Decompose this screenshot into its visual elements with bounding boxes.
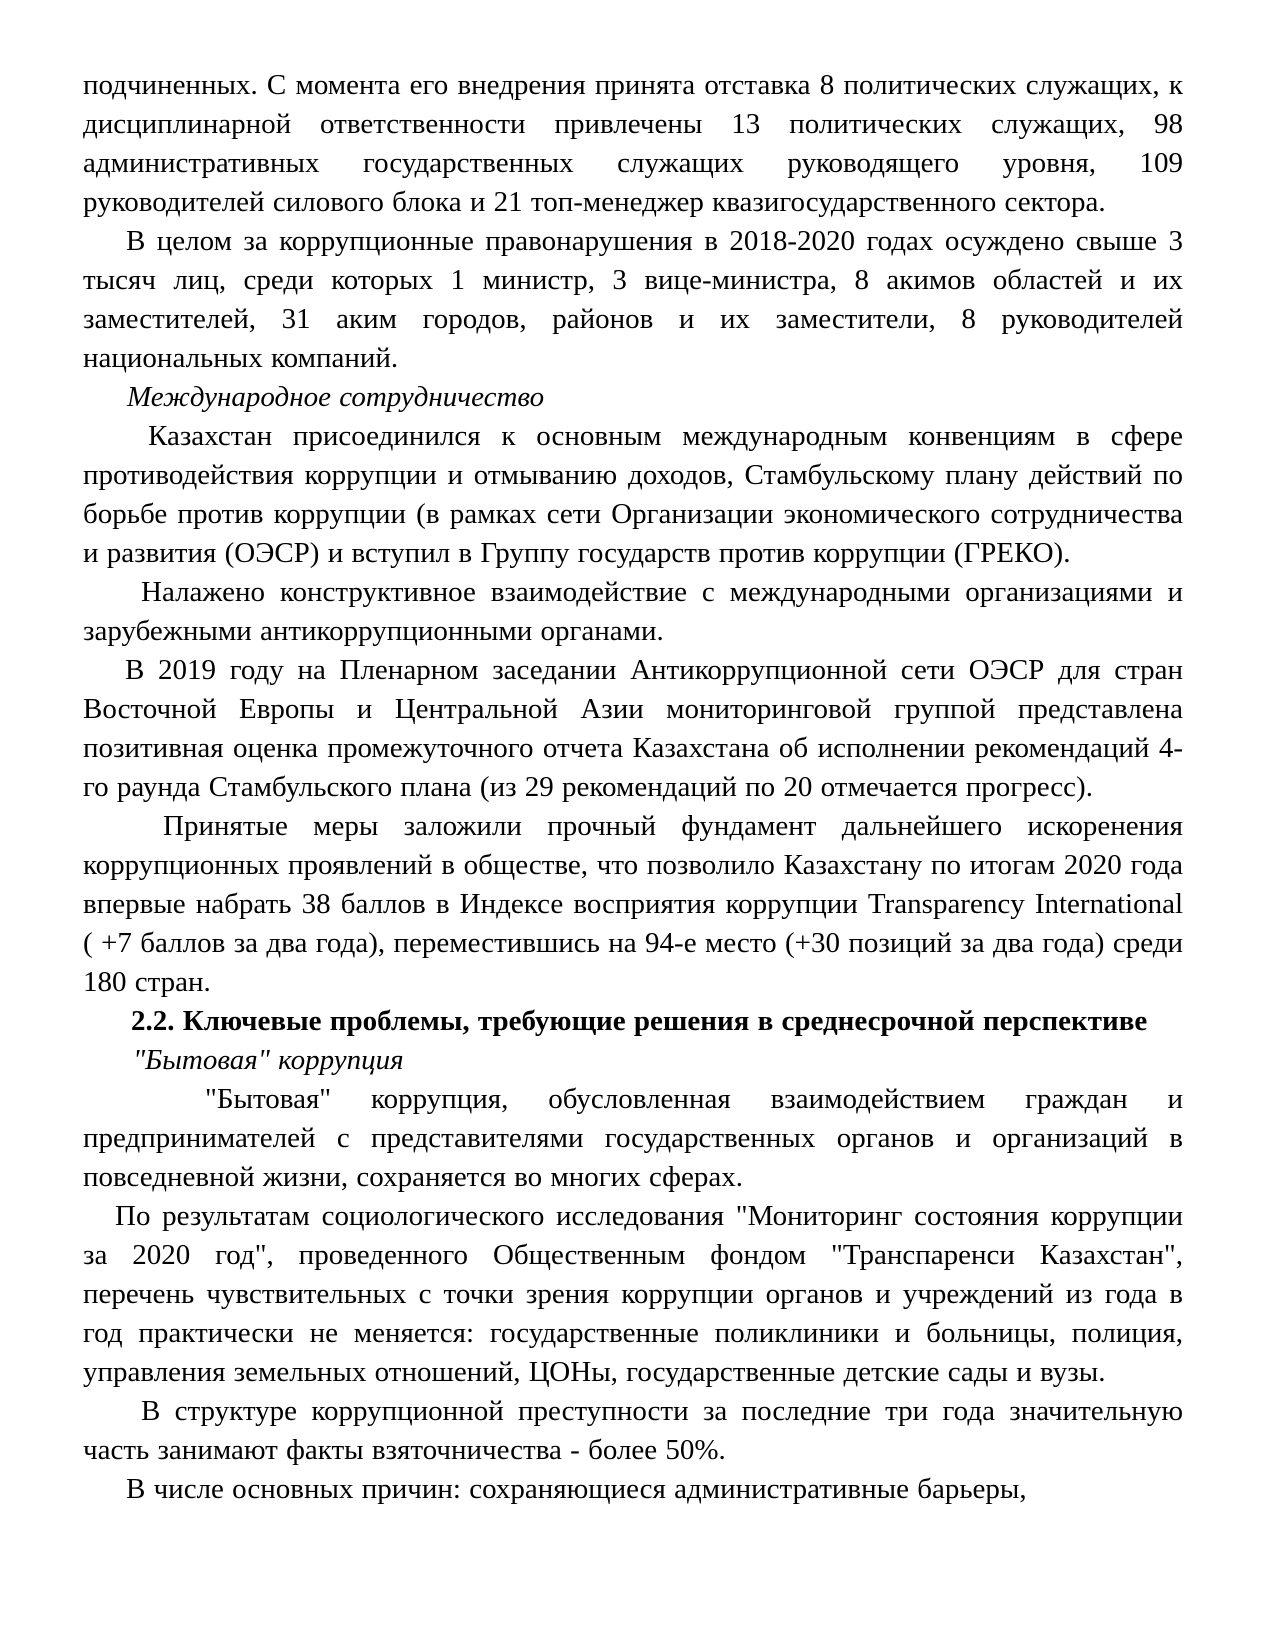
paragraph: В структуре коррупционной преступности за последние три года значительную часть занимают факты взяточничества - более 50%. [83, 1395, 1183, 1466]
paragraph: В 2019 году на Пленарном заседании Антикоррупционной сети ОЭСР для стран Восточной Европы и Центральной Азии мониторинговой группой представлена позитивная оценка промежуточного отчета Казахстана об исполнении рекомендаций 4-го раунда Стамбульского плана (из 29 рекомендаций по 20 отмечается прогресс). [83, 654, 1183, 803]
paragraph: По результатам социологического исследования "Мониторинг состояния коррупции за 2020 год", проведенного Общественным фондом "Транспаренси Казахстан", перечень чувствительных с точки зрения коррупции органов и учреждений из года в год практически не меняется: государственные поликлиники и больницы, полиция, управления земельных отношений, ЦОНы, государственные детские сады и вузы. [83, 1200, 1183, 1388]
paragraph: Казахстан присоединился к основным международным конвенциям в сфере противодействия коррупции и отмыванию доходов, Стамбульскому плану действий по борьбе против коррупции (в рамках сети Организации экономического сотрудничества и развития (ОЭСР) и вступил в Группу государств против коррупции (ГРЕКО). [83, 420, 1183, 569]
paragraph: В числе основных причин: сохраняющиеся административные барьеры, [126, 1473, 1027, 1505]
subsection-heading: Международное сотрудничество [127, 381, 545, 413]
paragraph: Налажено конструктивное взаимодействие с международными организациями и зарубежными антикоррупционными органами. [83, 576, 1183, 647]
paragraph: "Бытовая" коррупция, обусловленная взаимодействием граждан и предпринимателей с представителями государственных органов и организаций в повседневной жизни, сохраняется во многих сферах. [83, 1083, 1183, 1193]
paragraph: Принятые меры заложили прочный фундамент дальнейшего искоренения коррупционных проявлений в обществе, что позволило Казахстану по итогам 2020 года впервые набрать 38 баллов в Индексе восприятия коррупции Transparency International ( +7 баллов за два года), переместившись на 94-е место (+30 позиций за два года) среди 180 стран. [83, 810, 1183, 998]
paragraph: подчиненных. С момента его внедрения принята отставка 8 политических служащих, к дисциплинарной ответственности привлечены 13 политических служащих, 98 административных государственных служащих руководящего уровня, 109 руководителей силового блока и 21 топ-менеджер квазигосударственного сектора. [83, 69, 1183, 218]
paragraph: В целом за коррупционные правонарушения в 2018-2020 годах осуждено свыше 3 тысяч лиц, среди которых 1 министр, 3 вице-министра, 8 акимов областей и их заместителей, 31 аким городов, районов и их заместители, 8 руководителей национальных компаний. [83, 225, 1183, 374]
subsection-heading: "Бытовая" коррупция [133, 1044, 404, 1076]
section-heading: 2.2. Ключевые проблемы, требующие решения в среднесрочной перспективе [131, 1005, 1148, 1037]
